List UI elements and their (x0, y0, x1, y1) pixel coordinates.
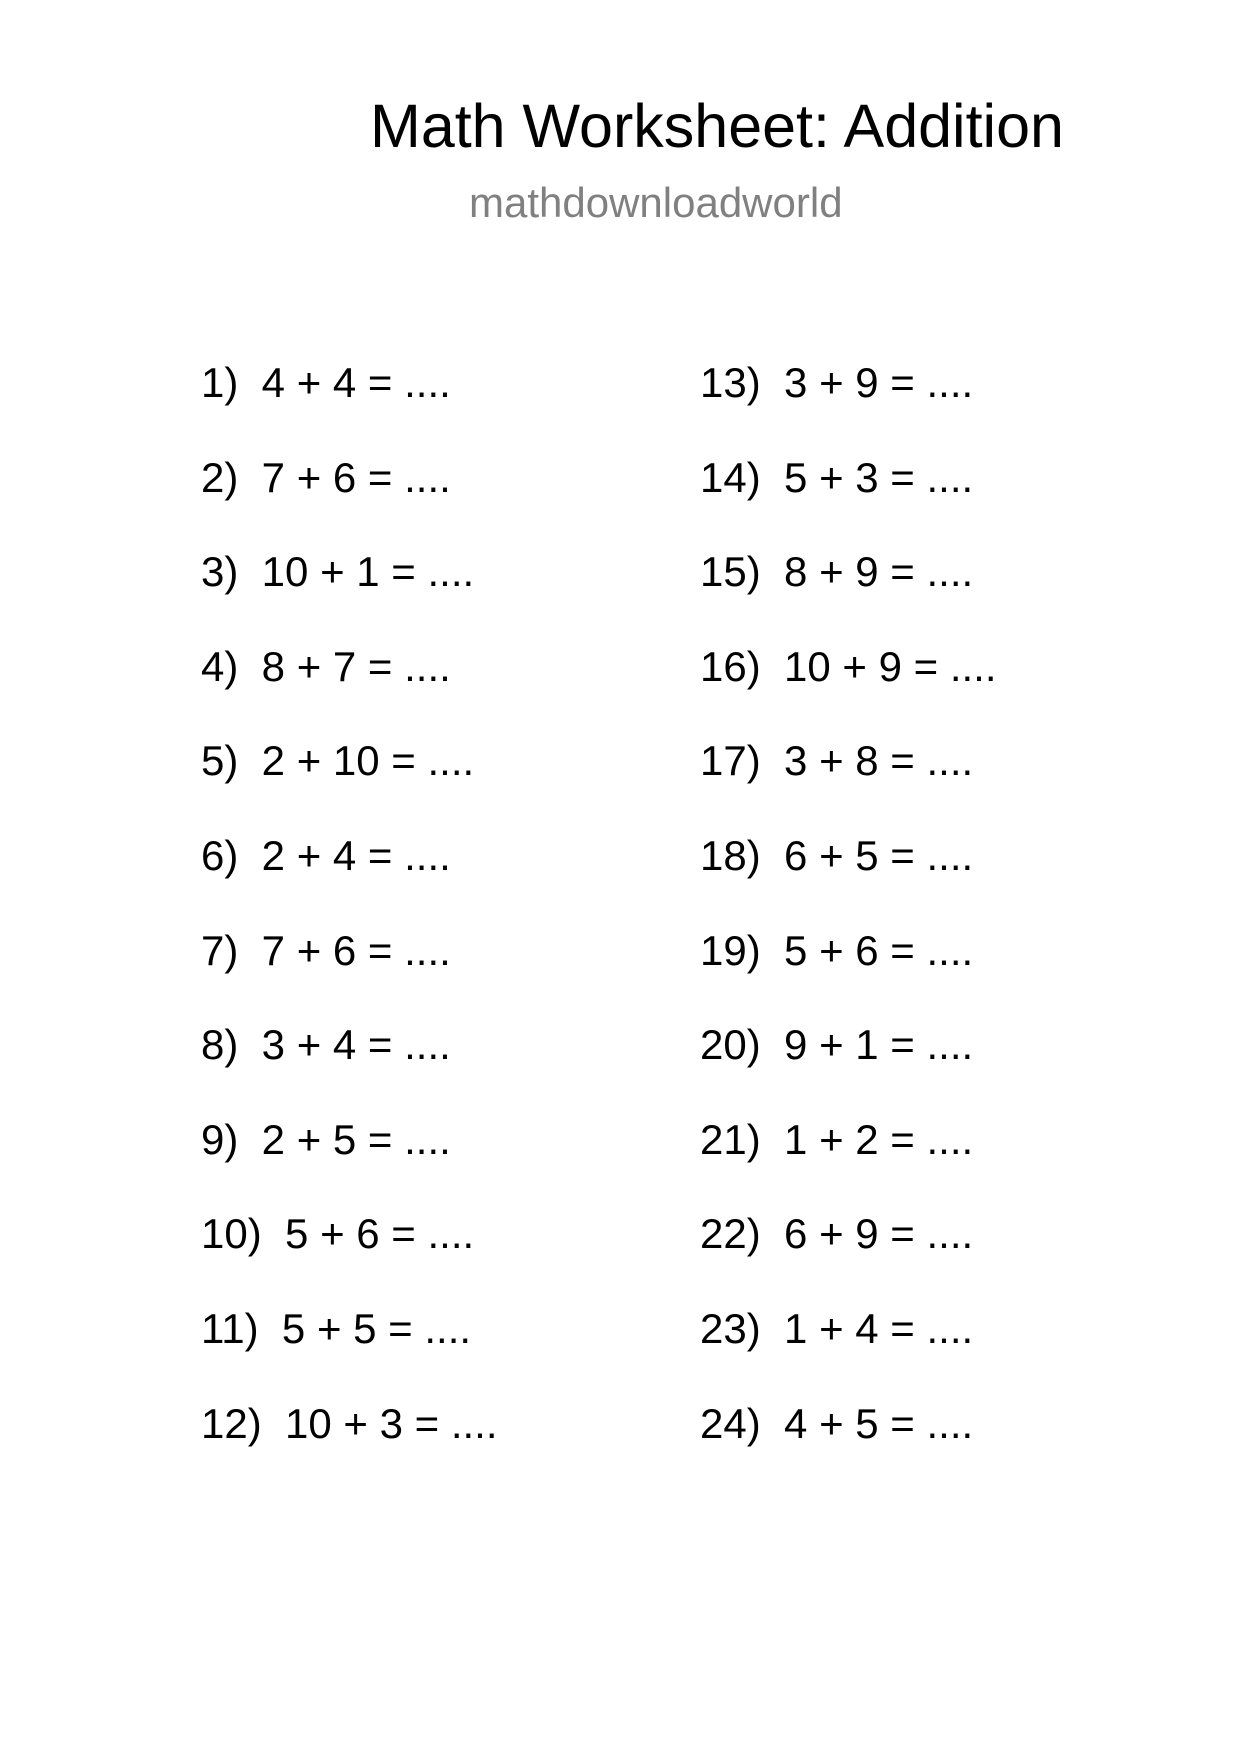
problem-item: 3) 10 + 1 = .... (201, 548, 475, 596)
problem-item: 17) 3 + 8 = .... (700, 737, 974, 785)
problem-item: 20) 9 + 1 = .... (700, 1021, 974, 1069)
problem-item: 9) 2 + 5 = .... (201, 1115, 451, 1163)
problem-item: 22) 6 + 9 = .... (700, 1210, 974, 1258)
worksheet-title: Math Worksheet: Addition (370, 92, 1064, 160)
problem-item: 18) 6 + 5 = .... (700, 832, 974, 879)
problem-item: 13) 3 + 9 = .... (700, 359, 974, 406)
problem-item: 19) 5 + 6 = .... (700, 926, 974, 974)
problem-item: 6) 2 + 4 = .... (201, 832, 451, 879)
problem-item: 24) 4 + 5 = .... (700, 1399, 974, 1447)
problem-item: 7) 7 + 6 = .... (201, 926, 451, 974)
problem-item: 11) 5 + 5 = .... (201, 1305, 472, 1352)
problem-item: 5) 2 + 10 = .... (201, 737, 475, 785)
worksheet-subtitle: mathdownloadworld (469, 179, 843, 226)
problem-item: 21) 1 + 2 = .... (700, 1115, 974, 1163)
problem-item: 16) 10 + 9 = .... (700, 642, 997, 690)
problem-item: 23) 1 + 4 = .... (700, 1305, 974, 1352)
problem-item: 4) 8 + 7 = .... (201, 642, 451, 690)
problem-item: 2) 7 + 6 = .... (201, 453, 451, 501)
problem-item: 14) 5 + 3 = .... (700, 453, 974, 501)
problem-item: 8) 3 + 4 = .... (201, 1021, 451, 1069)
problem-item: 12) 10 + 3 = .... (201, 1399, 498, 1447)
problem-item: 10) 5 + 6 = .... (201, 1210, 475, 1258)
problem-item: 15) 8 + 9 = .... (700, 548, 974, 596)
problem-item: 1) 4 + 4 = .... (201, 359, 451, 406)
